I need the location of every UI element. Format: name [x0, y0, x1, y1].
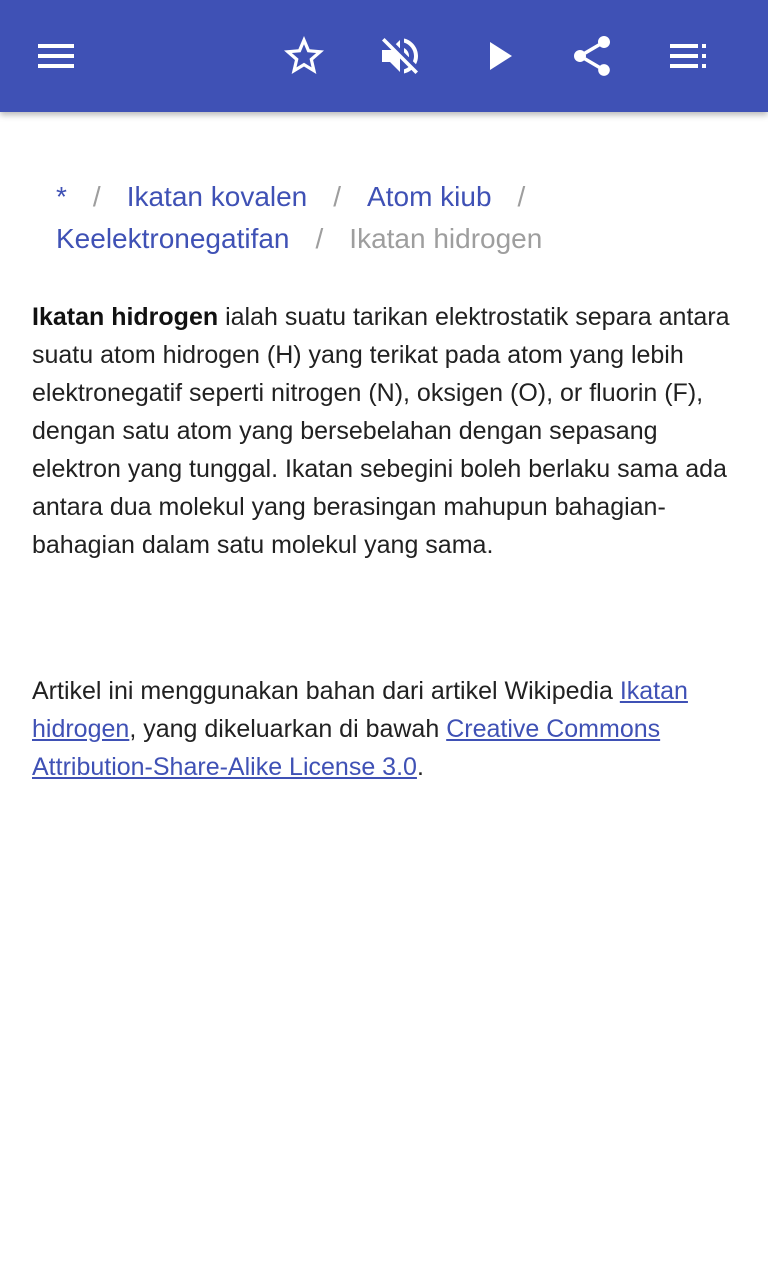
license-link[interactable]: Creative Commons Attribution-Share-Alike License 3.0	[32, 715, 661, 781]
mute-button[interactable]	[368, 24, 432, 88]
playlist-icon	[664, 32, 712, 80]
breadcrumb-item-keelektronegatifan[interactable]: Keelektronegatifan	[56, 223, 290, 254]
star-outline-icon	[280, 32, 328, 80]
play-icon	[474, 32, 522, 80]
breadcrumb-item-atom-kiub[interactable]: Atom kiub	[367, 181, 492, 212]
article-body: ialah suatu tarikan elektrostatik separa antara suatu atom hidrogen (H) yang terikat pada atom yang lebih elektronegatif seperti nitrogen (N), oksigen (O), or fluorin (F), dengan satu atom yang bersebelahan dengan sepasang elektron yang tunggal. Ikatan sebegini boleh berlaku sama ada antara dua molekul yang berasingan mahupun bahagian-bahagian dalam satu molekul yang sama.	[32, 303, 730, 559]
breadcrumb-item-ikatan-kovalen[interactable]: Ikatan kovalen	[126, 181, 308, 212]
share-button[interactable]	[560, 24, 624, 88]
attribution-prefix: Artikel ini menggunakan bahan dari artikel Wikipedia	[32, 677, 620, 705]
attribution-suffix: .	[416, 753, 424, 781]
play-button[interactable]	[466, 24, 530, 88]
favorite-button[interactable]	[272, 24, 336, 88]
app-bar	[0, 0, 768, 112]
share-icon	[568, 32, 616, 80]
breadcrumb-separator: /	[333, 181, 342, 212]
breadcrumb-separator: /	[315, 223, 324, 254]
attribution	[32, 672, 736, 786]
playlist-button[interactable]	[656, 24, 720, 88]
breadcrumb-current: Ikatan hidrogen	[349, 223, 543, 254]
breadcrumb	[56, 176, 736, 260]
menu-button[interactable]	[24, 24, 88, 88]
menu-icon	[32, 32, 80, 80]
volume-off-icon	[376, 32, 424, 80]
article-paragraph	[32, 298, 736, 564]
breadcrumb-separator: /	[92, 181, 101, 212]
wikipedia-article-link[interactable]: Ikatan hidrogen	[32, 677, 688, 743]
attribution-middle: , yang dikeluarkan di bawah	[129, 715, 447, 743]
breadcrumb-separator: /	[517, 181, 526, 212]
breadcrumb-item-root[interactable]: *	[56, 181, 67, 212]
article-term: Ikatan hidrogen	[32, 303, 219, 331]
